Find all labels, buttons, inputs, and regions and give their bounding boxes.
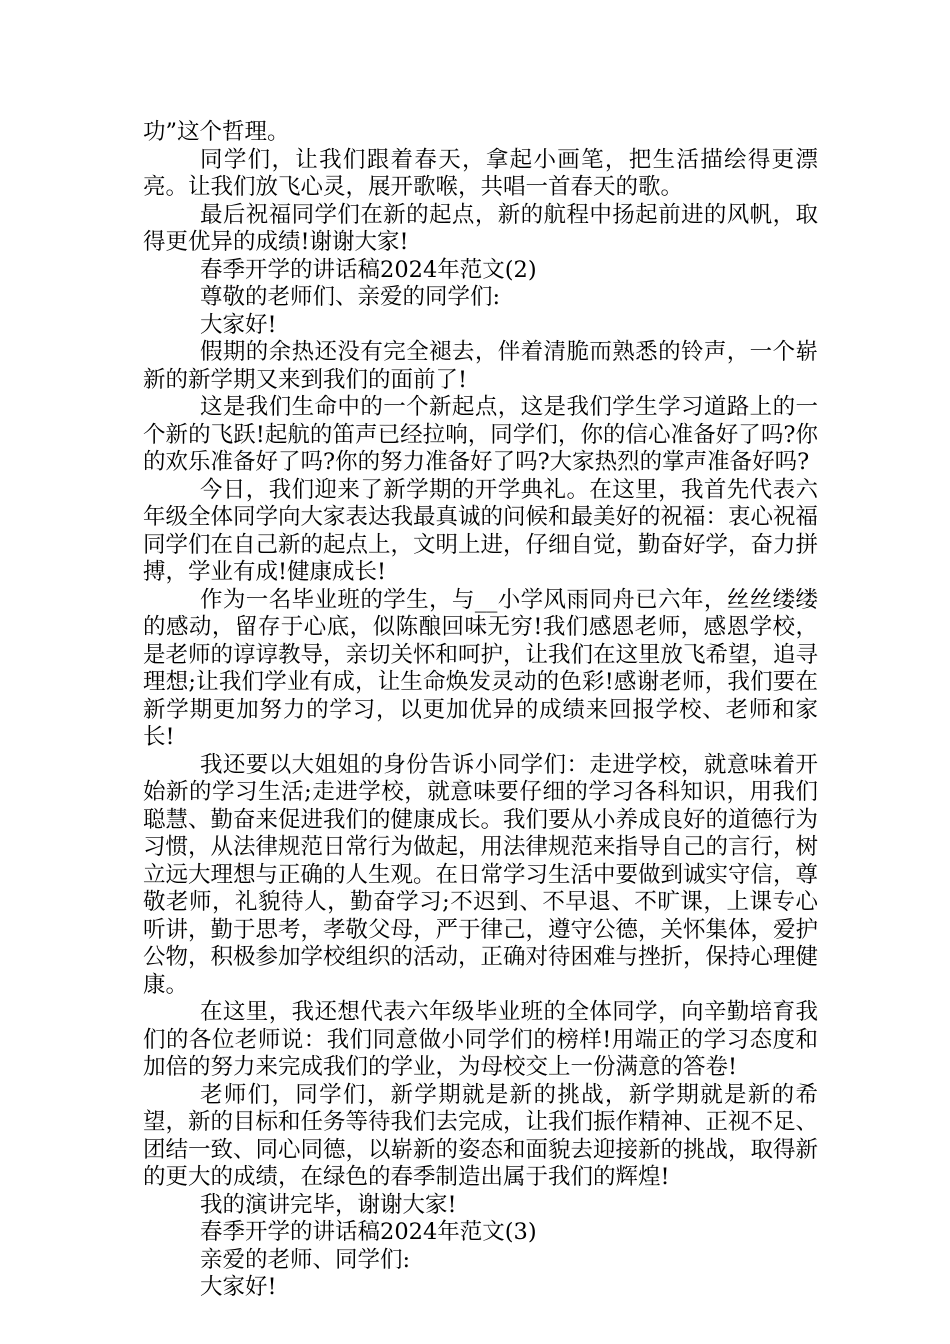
section-heading: 春季开学的讲话稿2024年范文(2) bbox=[200, 256, 537, 283]
salutation: 尊敬的老师们、亲爱的同学们: bbox=[200, 284, 501, 310]
closing-line: 我的演讲完毕，谢谢大家! bbox=[200, 1191, 457, 1218]
paragraph: 最后祝福同学们在新的起点，新的航程中扬起前进的风帆，取得更优异的成绩!谢谢大家! bbox=[143, 201, 818, 255]
paragraph: 我还要以大姐姐的身份告诉小同学们：走进学校，就意味着开始新的学习生活;走进学校，就意味要仔细的学习各科知识，用我们聪慧、勤奋来促进我们的健康成长。我们要从小养成良好的道德行为习惯，从法律规范日常行为做起，用法律规范来指导自己的言行，树立远大理想与正确的人生观。在日常学习生活中要做到诚实守信，尊敬老师，礼貌待人，勤奋学习;不迟到、不早退、不旷课，上课专心听讲，勤于思考，孝敬父母，严于律己，遵守公德，关怀集体，爱护公物，积极参加学校组织的活动，正确对待困难与挫折，保持心理健康。 bbox=[143, 751, 819, 998]
greeting: 大家好! bbox=[200, 311, 277, 338]
section-heading: 春季开学的讲话稿2024年范文(3) bbox=[200, 1219, 537, 1245]
paragraph: 同学们，让我们跟着春天，拿起小画笔，把生活描绘得更漂亮。让我们放飞心灵，展开歌喉，共唱一首春天的歌。 bbox=[143, 146, 818, 200]
paragraph: 今日，我们迎来了新学期的开学典礼。在这里，我首先代表六年级全体同学向大家表达我最真诚的问候和最美好的祝福：衷心祝福同学们在自己新的起点上，文明上进，仔细自觉，勤奋好学，奋力拼搏，学业有成!健康成长! bbox=[143, 476, 819, 585]
paragraph: 假期的余热还没有完全褪去，伴着清脆而熟悉的铃声，一个崭新的新学期又来到我们的面前了! bbox=[143, 339, 818, 393]
salutation: 亲爱的老师、同学们: bbox=[200, 1246, 411, 1273]
paragraph: 老师们，同学们，新学期就是新的挑战，新学期就是新的希望，新的目标和任务等待我们去完成，让我们振作精神、正视不足、团结一致、同心同德，以崭新的姿态和面貌去迎接新的挑战，取得新的更大的成绩，在绿色的春季制造出属于我们的辉煌! bbox=[143, 1081, 819, 1190]
paragraph: 在这里，我还想代表六年级毕业班的全体同学，向辛勤培育我们的各位老师说：我们同意做小同学们的榜样!用端正的学习态度和加倍的努力来完成我们的学业，为母校交上一份满意的答卷! bbox=[143, 999, 818, 1080]
document-body bbox=[143, 119, 818, 1302]
paragraph: 作为一名毕业班的学生，与__小学风雨同舟已六年，丝丝缕缕的感动，留存于心底，似陈酿回味无穷!我们感恩老师，感恩学校，是老师的谆谆教导，亲切关怀和呵护，让我们在这里放飞希望，追寻理想;让我们学业有成，让生命焕发灵动的色彩!感谢老师，我们要在新学期更加努力的学习，以更加优异的成绩来回报学校、老师和家长! bbox=[143, 586, 819, 750]
greeting: 大家好! bbox=[200, 1274, 277, 1300]
paragraph: 这是我们生命中的一个新起点，这是我们学生学习道路上的一个新的飞跃!起航的笛声已经拉响，同学们，你的信心准备好了吗?你的欢乐准备好了吗?你的努力准备好了吗?大家热烈的掌声准备好吗? bbox=[143, 394, 818, 475]
paragraph: 功”这个哲理。 bbox=[143, 119, 290, 145]
